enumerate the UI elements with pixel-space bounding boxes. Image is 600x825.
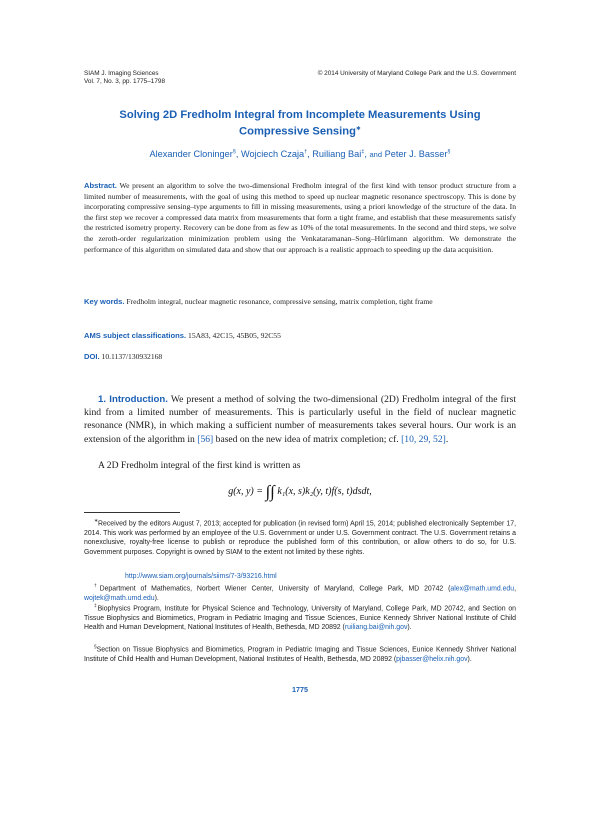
abstract xyxy=(84,181,516,255)
footnote-separator: , xyxy=(514,585,517,593)
keywords-label: Key words. xyxy=(84,297,125,306)
author-mark[interactable]: † xyxy=(304,149,308,155)
author-name: Ruiliang Bai xyxy=(312,149,362,160)
footnote-end: ). xyxy=(407,624,412,632)
email-link[interactable]: pjbasser@helix.nih.gov xyxy=(396,655,468,663)
footnote-divider xyxy=(84,512,180,513)
footnote-text: Department of Mathematics, Norbert Wiener Center, University of Maryland, College Park, MD 20742 ( xyxy=(99,585,451,593)
doi xyxy=(84,352,516,363)
footnote-mark: ∗ xyxy=(94,519,99,524)
author-conjunction: and xyxy=(369,150,383,160)
copyright-notice: © 2014 University of Maryland College Park and the U.S. Government xyxy=(317,70,516,77)
author-mark[interactable]: ‡ xyxy=(361,149,365,155)
paper-title-text: Solving 2D Fredholm Integral from Incomplete Measurements Using Compressive Sensing xyxy=(119,109,481,138)
footnote-text: Section on Tissue Biophysics and Biomimetics, Program in Pediatric Imaging and Tissue Sciences, Eunice Kennedy Shriver National Institute of Child Health and Human Development, National Institutes of Health, Bethesda, MD 20892 ( xyxy=(84,646,516,663)
author-name: Alexander Cloninger xyxy=(149,149,233,160)
footnote-text: Biophysics Program, Institute for Physical Science and Technology, University of Maryland, College Park, MD 20742, and Section on Tissue Biophysics and Biomimetics, Program in Pediatric Imaging and Tissue Sciences, Eunice Kennedy Shriver National Institute of Child Health and Human Development, National Institutes of Health, Bethesda, MD 20892 ( xyxy=(84,605,517,632)
footnote-affiliation-biophysics xyxy=(84,602,516,633)
intro-text: We present a method of solving the two-dimensional (2D) Fredholm integral of the first kind from a limited number of measurements. This is particularly useful in the field of nuclear magnetic resonance (NMR), in which making a sufficient number of measurements takes several hours. Our work is an extension of the algorithm in xyxy=(84,394,516,445)
keywords-text: Fredholm integral, nuclear magnetic resonance, compressive sensing, matrix completion, tight frame xyxy=(126,297,433,306)
citation-link[interactable]: [56] xyxy=(197,433,214,445)
ams-label: AMS subject classifications. xyxy=(84,331,187,340)
footnote-end: ). xyxy=(467,655,472,663)
footnote-end: ). xyxy=(154,594,159,602)
author-list xyxy=(84,146,516,161)
author-mark[interactable]: § xyxy=(232,149,236,155)
journal-link[interactable]: http://www.siam.org/journals/siims/7-3/93216.html xyxy=(125,573,277,580)
citation-link[interactable]: [10, 29, 52] xyxy=(401,433,446,445)
footnote-mark: ‡ xyxy=(94,604,98,609)
journal-name: SIAM J. Imaging Sciences xyxy=(84,70,159,77)
footnote-text: Received by the editors August 7, 2013; accepted for publication (in revised form) April 15, 2014; published electronically September 17, 2014. This work was performed by an employee of the U.S. Government or under U.S. Government contract. The U.S. Government retains a nonexclusive, royalty-free license to publish or reproduce the published form of this contribution, or allow others to do so, for U.S. Government purposes. Copyright is owned by SIAM to the extent not limited by these rights. xyxy=(84,520,516,556)
journal-header xyxy=(84,70,165,85)
footnote-mark: § xyxy=(94,645,97,650)
email-link[interactable]: wojtek@math.umd.edu xyxy=(84,594,155,602)
journal-volume: Vol. 7, No. 3, pp. 1775–1798 xyxy=(84,77,166,85)
author-separator: , xyxy=(364,149,367,160)
author-name: Peter J. Basser xyxy=(384,149,448,160)
ams-text: 15A83, 42C15, 45B05, 92C55 xyxy=(188,331,281,340)
abstract-text: We present an algorithm to solve the two-dimensional Fredholm integral of the first kind with tensor product structure from a limited number of measurements, with the goal of using this method to speed up nuclear magnetic resonance spectroscopy. This is done by incorporating compressive sensing–type arguments to fill in missing measurements, using a priori knowledge of the structure of the data. In the first step we recover a compressed data matrix from measurements that form a tight frame, and establish that these measurements satisfy the restricted isometry property. Recovery can be done from as few as 10% of the total measurements. In the second and third steps, we solve the zeroth-order regularization minimization problem using the Venkataramanan–Song–Hürlimann algorithm. We demonstrate the performance of this algorithm on simulated data and show that our approach is a realistic approach to speeding up the data acquisition. xyxy=(84,181,517,254)
equation-lhs: g(x, y) = xyxy=(228,486,264,497)
author-name: Wojciech Czaja xyxy=(240,149,305,160)
fredholm-equation xyxy=(84,482,516,502)
intro-text: . xyxy=(445,433,449,445)
email-link[interactable]: alex@math.umd.edu xyxy=(450,585,515,593)
keywords xyxy=(84,297,516,308)
footnote-mark: † xyxy=(94,584,100,589)
introduction-paragraph xyxy=(84,393,516,446)
author-separator: , xyxy=(235,149,239,160)
doi-label: DOI. xyxy=(84,352,100,361)
section-heading: 1. Introduction. xyxy=(98,394,168,405)
equation-rhs: k₁(x, s)k₂(y, t)f(s, t)dsdt, xyxy=(277,486,372,497)
double-integral-symbol: ∫∫ xyxy=(265,482,275,501)
paper-title xyxy=(84,108,516,139)
intro-text: based on the new idea of matrix completion; cf. xyxy=(215,433,399,445)
page-number: 1775 xyxy=(292,685,308,694)
author-mark[interactable]: § xyxy=(447,149,451,155)
ams-classifications xyxy=(84,331,516,342)
title-footnote-mark[interactable]: ∗ xyxy=(355,126,361,132)
footnote-url xyxy=(125,572,516,581)
footnote-affiliation-math xyxy=(84,582,516,603)
author-separator: , xyxy=(307,149,310,160)
email-link[interactable]: ruiliang.bai@nih.gov xyxy=(344,624,408,632)
doi-text[interactable]: 10.1137/130932168 xyxy=(101,352,163,361)
abstract-label: Abstract. xyxy=(84,181,117,190)
footnote-affiliation-nih xyxy=(84,643,516,664)
intro-paragraph-2: A 2D Fredholm integral of the first kind is written as xyxy=(98,460,301,471)
footnote-received xyxy=(84,517,516,557)
